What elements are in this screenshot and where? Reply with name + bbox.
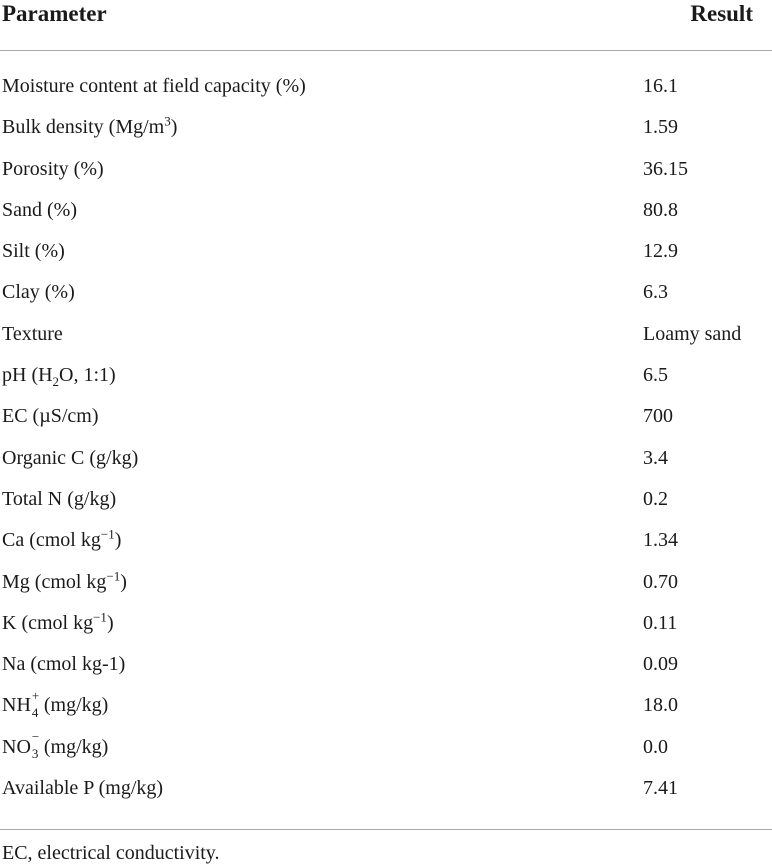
parameter-cell: [2, 562, 127, 603]
result-cell: 0.2: [643, 487, 668, 510]
parameter-text: ): [106, 611, 114, 634]
table-row: [0, 644, 772, 685]
result-cell: 12.9: [643, 240, 678, 263]
result-cell: 6.3: [643, 281, 668, 304]
parameter-cell: Clay (%): [2, 281, 75, 304]
subscript: 3: [31, 746, 39, 762]
table-footer-divider: [0, 829, 772, 830]
parameter-cell: [2, 107, 177, 148]
subscript: 4: [31, 704, 39, 720]
parameter-text: pH (H: [2, 364, 53, 387]
table-footnote: EC, electrical conductivity.: [2, 842, 220, 864]
table-row: [0, 603, 772, 644]
table-row: [0, 438, 772, 479]
parameter-cell: [2, 520, 121, 561]
parameter-cell: Sand (%): [2, 198, 77, 221]
subscript: 2: [52, 374, 60, 390]
parameter-cell: [2, 727, 108, 768]
result-cell: 0.70: [643, 570, 678, 593]
result-cell: 3.4: [643, 446, 668, 469]
table-row: [0, 562, 772, 603]
parameter-cell: Total N (g/kg): [2, 487, 117, 510]
result-cell: 16.1: [643, 75, 678, 97]
result-cell: Loamy sand: [643, 322, 742, 345]
parameter-text: ): [120, 570, 127, 593]
table-row: [0, 272, 772, 313]
parameter-text: K (cmol kg: [2, 611, 94, 634]
ion-charge-stack: [31, 729, 40, 762]
table-row: [0, 727, 772, 768]
table-row: [0, 685, 772, 726]
superscript: −1: [93, 609, 107, 625]
parameter-text: Ca (cmol kg: [2, 529, 101, 552]
table-row: [0, 149, 772, 190]
parameter-text: O, 1:1): [59, 364, 116, 387]
parameter-text: Mg (cmol kg: [2, 570, 107, 593]
header-result: Result: [690, 1, 753, 26]
result-cell: 1.59: [643, 116, 678, 139]
table-row: [0, 396, 772, 437]
header-parameter: Parameter: [2, 1, 107, 26]
ion-charge-stack: [31, 687, 40, 720]
table-row: [0, 520, 772, 561]
table-body: [0, 66, 772, 809]
table-row: [0, 768, 772, 809]
result-cell: 1.34: [643, 529, 678, 552]
result-cell: 0.11: [643, 611, 678, 634]
result-cell: 0.09: [643, 653, 678, 676]
superscript: −1: [106, 567, 121, 583]
parameter-text: (mg/kg): [38, 735, 109, 758]
table-row: [0, 107, 772, 148]
table-row: [0, 479, 772, 520]
result-cell: 36.15: [643, 157, 688, 180]
table-row: [0, 190, 772, 231]
parameter-cell: [2, 355, 116, 396]
parameter-text: NH: [2, 694, 31, 717]
parameter-cell: Porosity (%): [2, 157, 104, 180]
parameter-cell: Moisture content at field capacity (%): [2, 75, 306, 97]
parameter-cell: Texture: [2, 322, 63, 345]
result-cell: 0.0: [643, 735, 668, 758]
parameter-cell: Available P (mg/kg): [2, 777, 164, 800]
result-cell: 18.0: [643, 694, 678, 717]
table-row: [0, 314, 772, 355]
parameter-cell: Organic C (g/kg): [2, 446, 139, 469]
parameter-text: NO: [2, 735, 31, 758]
superscript: −: [31, 729, 40, 745]
table-row: [0, 231, 772, 272]
parameter-text: ): [170, 116, 178, 139]
parameter-cell: EC (µS/cm): [2, 405, 99, 428]
result-cell: 6.5: [643, 364, 668, 387]
parameter-text: (mg/kg): [38, 694, 109, 717]
parameter-cell: [2, 603, 114, 644]
superscript: +: [31, 687, 40, 703]
superscript: 3: [164, 113, 171, 129]
table-row: [0, 66, 772, 107]
parameter-text: ): [114, 529, 122, 552]
result-cell: 80.8: [643, 198, 678, 221]
table-header-row: [0, 0, 772, 51]
parameter-cell: Silt (%): [2, 240, 65, 263]
result-cell: 7.41: [643, 777, 678, 800]
parameter-cell: Na (cmol kg-1): [2, 653, 126, 676]
superscript: −1: [100, 526, 115, 542]
parameter-cell: [2, 685, 108, 726]
table-row: [0, 355, 772, 396]
result-cell: 700: [643, 405, 673, 428]
parameter-text: Bulk density (Mg/m: [2, 116, 165, 139]
